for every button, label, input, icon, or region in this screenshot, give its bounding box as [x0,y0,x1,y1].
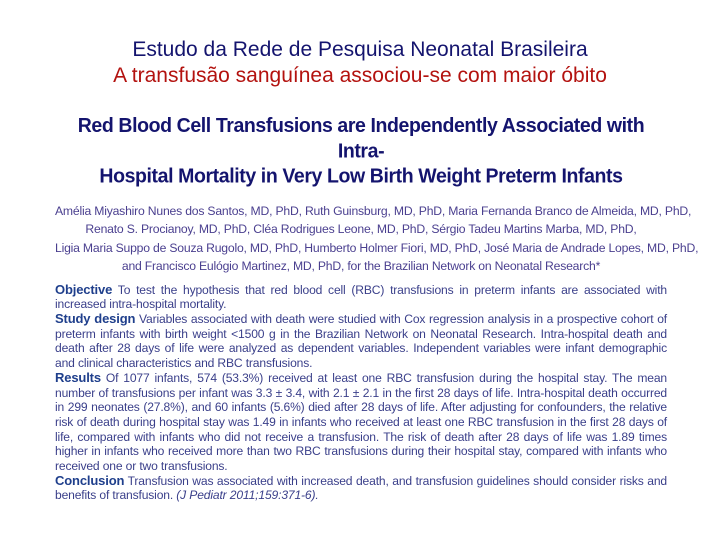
paper-abstract-image [55,114,699,503]
author-line: and Francisco Eulógio Martinez, MD, PhD, for the Brazilian Network on Neonatal Research* [121,259,601,274]
author-list [55,202,699,276]
citation: (J Pediatr 2011;159:371-6). [176,488,319,503]
paper-title-line-1: Red Blood Cell Transfusions are Independently Associated with Intra- [77,114,645,163]
abstract-objective [55,283,667,312]
results-heading: Results [55,369,101,385]
conclusion-heading: Conclusion [55,472,125,488]
paper-title [55,113,667,189]
study-design-text: Variables associated with death were studied with Cox regression analysis in a prospective cohort of preterm infants with birth weight <1500 g in the Brazilian Network on Neonatal Research. Intra-hospital death and death after 28 days of life were analyzed as dependent variables. Independent variables were infant demographic and clinical characteristics and RBC transfusions. [55,312,667,371]
objective-text: To test the hypothesis that red blood cell (RBC) transfusions in preterm infants are associated with increased intra-hospital mortality. [55,282,667,312]
abstract-study-design [55,312,667,371]
abstract [55,283,667,504]
author-line: Amélia Miyashiro Nunes dos Santos, MD, PhD, Ruth Guinsburg, MD, PhD, Maria Fernanda Branco de Almeida, MD, PhD, [55,204,692,218]
paper-title-line-2: Hospital Mortality in Very Low Birth Weight Preterm Infants [99,164,623,188]
abstract-results [55,371,667,474]
results-text: Of 1077 infants, 574 (53.3%) received at least one RBC transfusion during the hospital stay. The mean number of transfusions per infant was 3.3 ± 3.4, with 2.1 ± 2.1 in the first 28 days of life. Intra-hospital death occurred in 299 neonates (27.8%), and 60 infants (5.6%) died after 28 days of life. After adjusting for confounders, the relative risk of death during hospital stay was 1.49 in infants who received at least one RBC transfusion in the first 28 days of life, compared with infants who did not receive a transfusion. The risk of death after 28 days of life was 1.89 times higher in infants who received more than two RBC transfusions during their hospital stay, compared with infants who received one or two transfusions. [55,370,667,474]
study-design-heading: Study design [55,311,136,327]
abstract-conclusion [55,474,667,503]
author-line: Renato S. Procianoy, MD, PhD, Cléa Rodrigues Leone, MD, PhD, Sérgio Tadeu Martins Marba, MD, PhD, [85,222,637,237]
author-line: Ligia Maria Suppo de Souza Rugolo, MD, PhD, Humberto Holmer Fiori, MD, PhD, José Maria de Andrade Lopes, MD, PhD, [55,240,699,255]
conclusion-text: Transfusion was associated with increased death, and transfusion guidelines should consider risks and benefits of transfusion. [55,473,667,503]
slide-header [0,38,720,88]
slide-subtitle: A transfusão sanguínea associou-se com maior óbito [113,64,607,87]
objective-heading: Objective [55,281,113,297]
slide-title: Estudo da Rede de Pesquisa Neonatal Brasileira [132,38,588,61]
